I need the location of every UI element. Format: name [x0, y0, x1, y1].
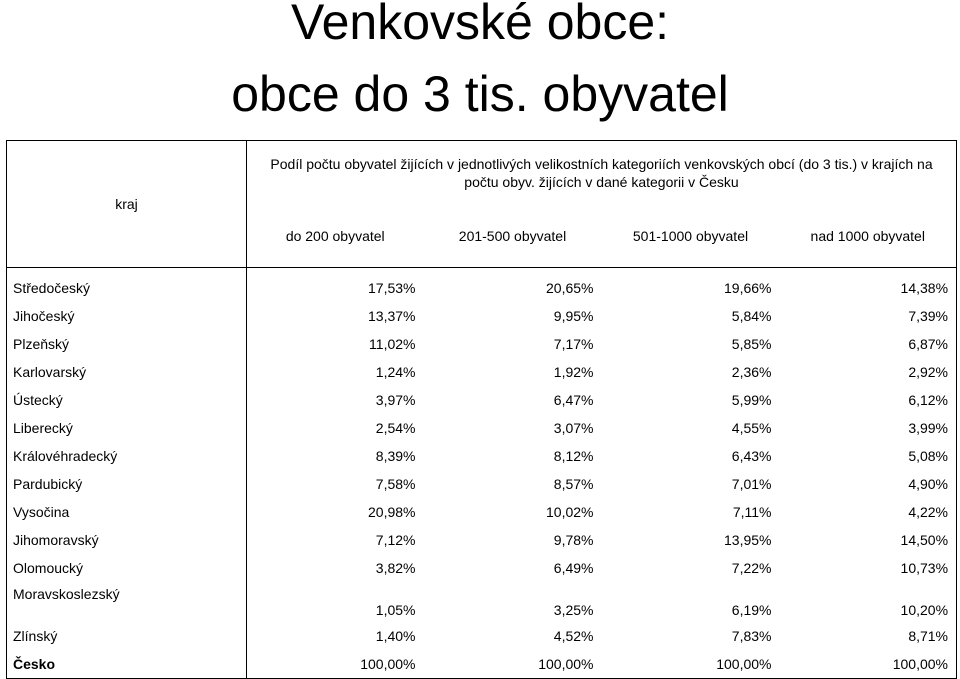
- table-cell-value: 7,22%: [731, 560, 772, 576]
- table-cell-value: 100,00%: [247, 650, 424, 679]
- table-cell-value: 1,05%: [375, 602, 416, 618]
- table-row: [7, 386, 957, 414]
- table-description: Podíl počtu obyvatel žijících v jednotlivých velikostních kategoriích venkovských obcí (do 3 tis.) v krajích na počtu obyv. žijících v dané kategorii v Česku: [247, 141, 957, 206]
- table-cell-value: 13,37%: [368, 308, 416, 324]
- table-cell-value: 10,73%: [780, 554, 957, 582]
- table-cell-value: 7,11%: [732, 504, 772, 520]
- region-name: Moravskoslezský: [7, 582, 247, 622]
- table-cell-value: 13,95%: [724, 532, 772, 548]
- table-cell-value: 4,22%: [780, 498, 957, 526]
- table-cell-value: 8,57%: [553, 476, 594, 492]
- page-title-line-2: obce do 3 tis. obyvatel: [231, 66, 729, 122]
- region-name: Jihomoravský: [7, 526, 247, 554]
- table-cell-value: 2,36%: [731, 364, 772, 380]
- table-cell-value: 100,00%: [780, 650, 957, 679]
- table-cell-value: 1,24%: [375, 364, 416, 380]
- page-title-line-1: Venkovské obce:: [290, 0, 670, 50]
- table-cell-value: 7,12%: [375, 532, 416, 548]
- table-cell-value: 5,84%: [731, 308, 772, 324]
- table-cell-value: 11,02%: [369, 336, 416, 352]
- table-cell-value: 2,92%: [780, 358, 957, 386]
- column-header-category: nad 1000 obyvatel: [780, 205, 957, 268]
- table-cell-value: 5,08%: [780, 442, 957, 470]
- table-row: [7, 268, 957, 303]
- table-cell-value: 6,12%: [780, 386, 957, 414]
- table-row: [7, 470, 957, 498]
- region-name: Ústecký: [7, 386, 247, 414]
- region-name: Královéhradecký: [7, 442, 247, 470]
- table-cell-value: 6,87%: [780, 330, 957, 358]
- table-cell-value: 3,97%: [375, 392, 416, 408]
- table-cell-value: 14,38%: [780, 268, 957, 303]
- table-row: [7, 414, 957, 442]
- table-cell-value: 8,71%: [780, 622, 957, 650]
- table-total-row: [7, 650, 957, 679]
- table-cell-value: 10,02%: [546, 504, 594, 520]
- table-cell-value: 6,49%: [553, 560, 594, 576]
- table-body: [7, 268, 957, 679]
- table-cell-value: 19,66%: [724, 280, 772, 296]
- region-name: Středočeský: [7, 268, 247, 303]
- table-cell-value: 100,00%: [602, 650, 780, 679]
- table-cell-value: 1,40%: [375, 628, 416, 644]
- region-name: Zlínský: [7, 622, 247, 650]
- data-table: [6, 140, 957, 679]
- table-row: [7, 358, 957, 386]
- region-name: Česko: [7, 650, 247, 679]
- column-header-kraj: kraj: [7, 141, 247, 268]
- table-cell-value: 10,20%: [780, 582, 957, 622]
- table-cell-value: 3,99%: [780, 414, 957, 442]
- table-cell-value: 4,52%: [553, 628, 594, 644]
- table-cell-value: 9,95%: [553, 308, 594, 324]
- table-cell-value: 2,54%: [375, 420, 416, 436]
- table-cell-value: 5,85%: [731, 336, 772, 352]
- table-cell-value: 1,92%: [553, 364, 594, 380]
- region-name: Jihočeský: [7, 302, 247, 330]
- table-cell-value: 5,99%: [731, 392, 772, 408]
- table-cell-value: 3,82%: [375, 560, 416, 576]
- table-cell-value: 3,25%: [553, 602, 594, 618]
- table-row: [7, 582, 957, 622]
- column-header-category: do 200 obyvatel: [247, 205, 424, 268]
- region-name: Liberecký: [7, 414, 247, 442]
- table-cell-value: 6,47%: [553, 392, 594, 408]
- table-row: [7, 302, 957, 330]
- table-row: [7, 554, 957, 582]
- table-cell-value: 8,39%: [375, 448, 416, 464]
- table-row: [7, 442, 957, 470]
- table-cell-value: 20,98%: [368, 504, 416, 520]
- table-cell-value: 100,00%: [424, 650, 602, 679]
- table-cell-value: 17,53%: [368, 280, 416, 296]
- table-cell-value: 7,01%: [731, 476, 772, 492]
- table-row: [7, 498, 957, 526]
- table-cell-value: 7,17%: [553, 336, 594, 352]
- region-name: Karlovarský: [7, 358, 247, 386]
- table-row: [7, 526, 957, 554]
- table-cell-value: 8,12%: [553, 448, 594, 464]
- table-cell-value: 6,19%: [731, 602, 772, 618]
- table-cell-value: 14,50%: [780, 526, 957, 554]
- table-row: [7, 330, 957, 358]
- table-row: [7, 622, 957, 650]
- table-cell-value: 7,58%: [375, 476, 416, 492]
- region-name: Olomoucký: [7, 554, 247, 582]
- table-cell-value: 7,39%: [780, 302, 957, 330]
- table-cell-value: 3,07%: [553, 420, 594, 436]
- table-cell-value: 4,55%: [731, 420, 772, 436]
- table-header-row: [7, 141, 957, 206]
- column-header-category: 201-500 obyvatel: [424, 205, 602, 268]
- table-cell-value: 7,83%: [731, 628, 772, 644]
- table-cell-value: 4,90%: [780, 470, 957, 498]
- table-cell-value: 6,43%: [731, 448, 772, 464]
- column-header-category: 501-1000 obyvatel: [602, 205, 780, 268]
- region-name: Plzeňský: [7, 330, 247, 358]
- region-name: Vysočina: [7, 498, 247, 526]
- table-cell-value: 20,65%: [546, 280, 594, 296]
- table-cell-value: 9,78%: [553, 532, 594, 548]
- region-name: Pardubický: [7, 470, 247, 498]
